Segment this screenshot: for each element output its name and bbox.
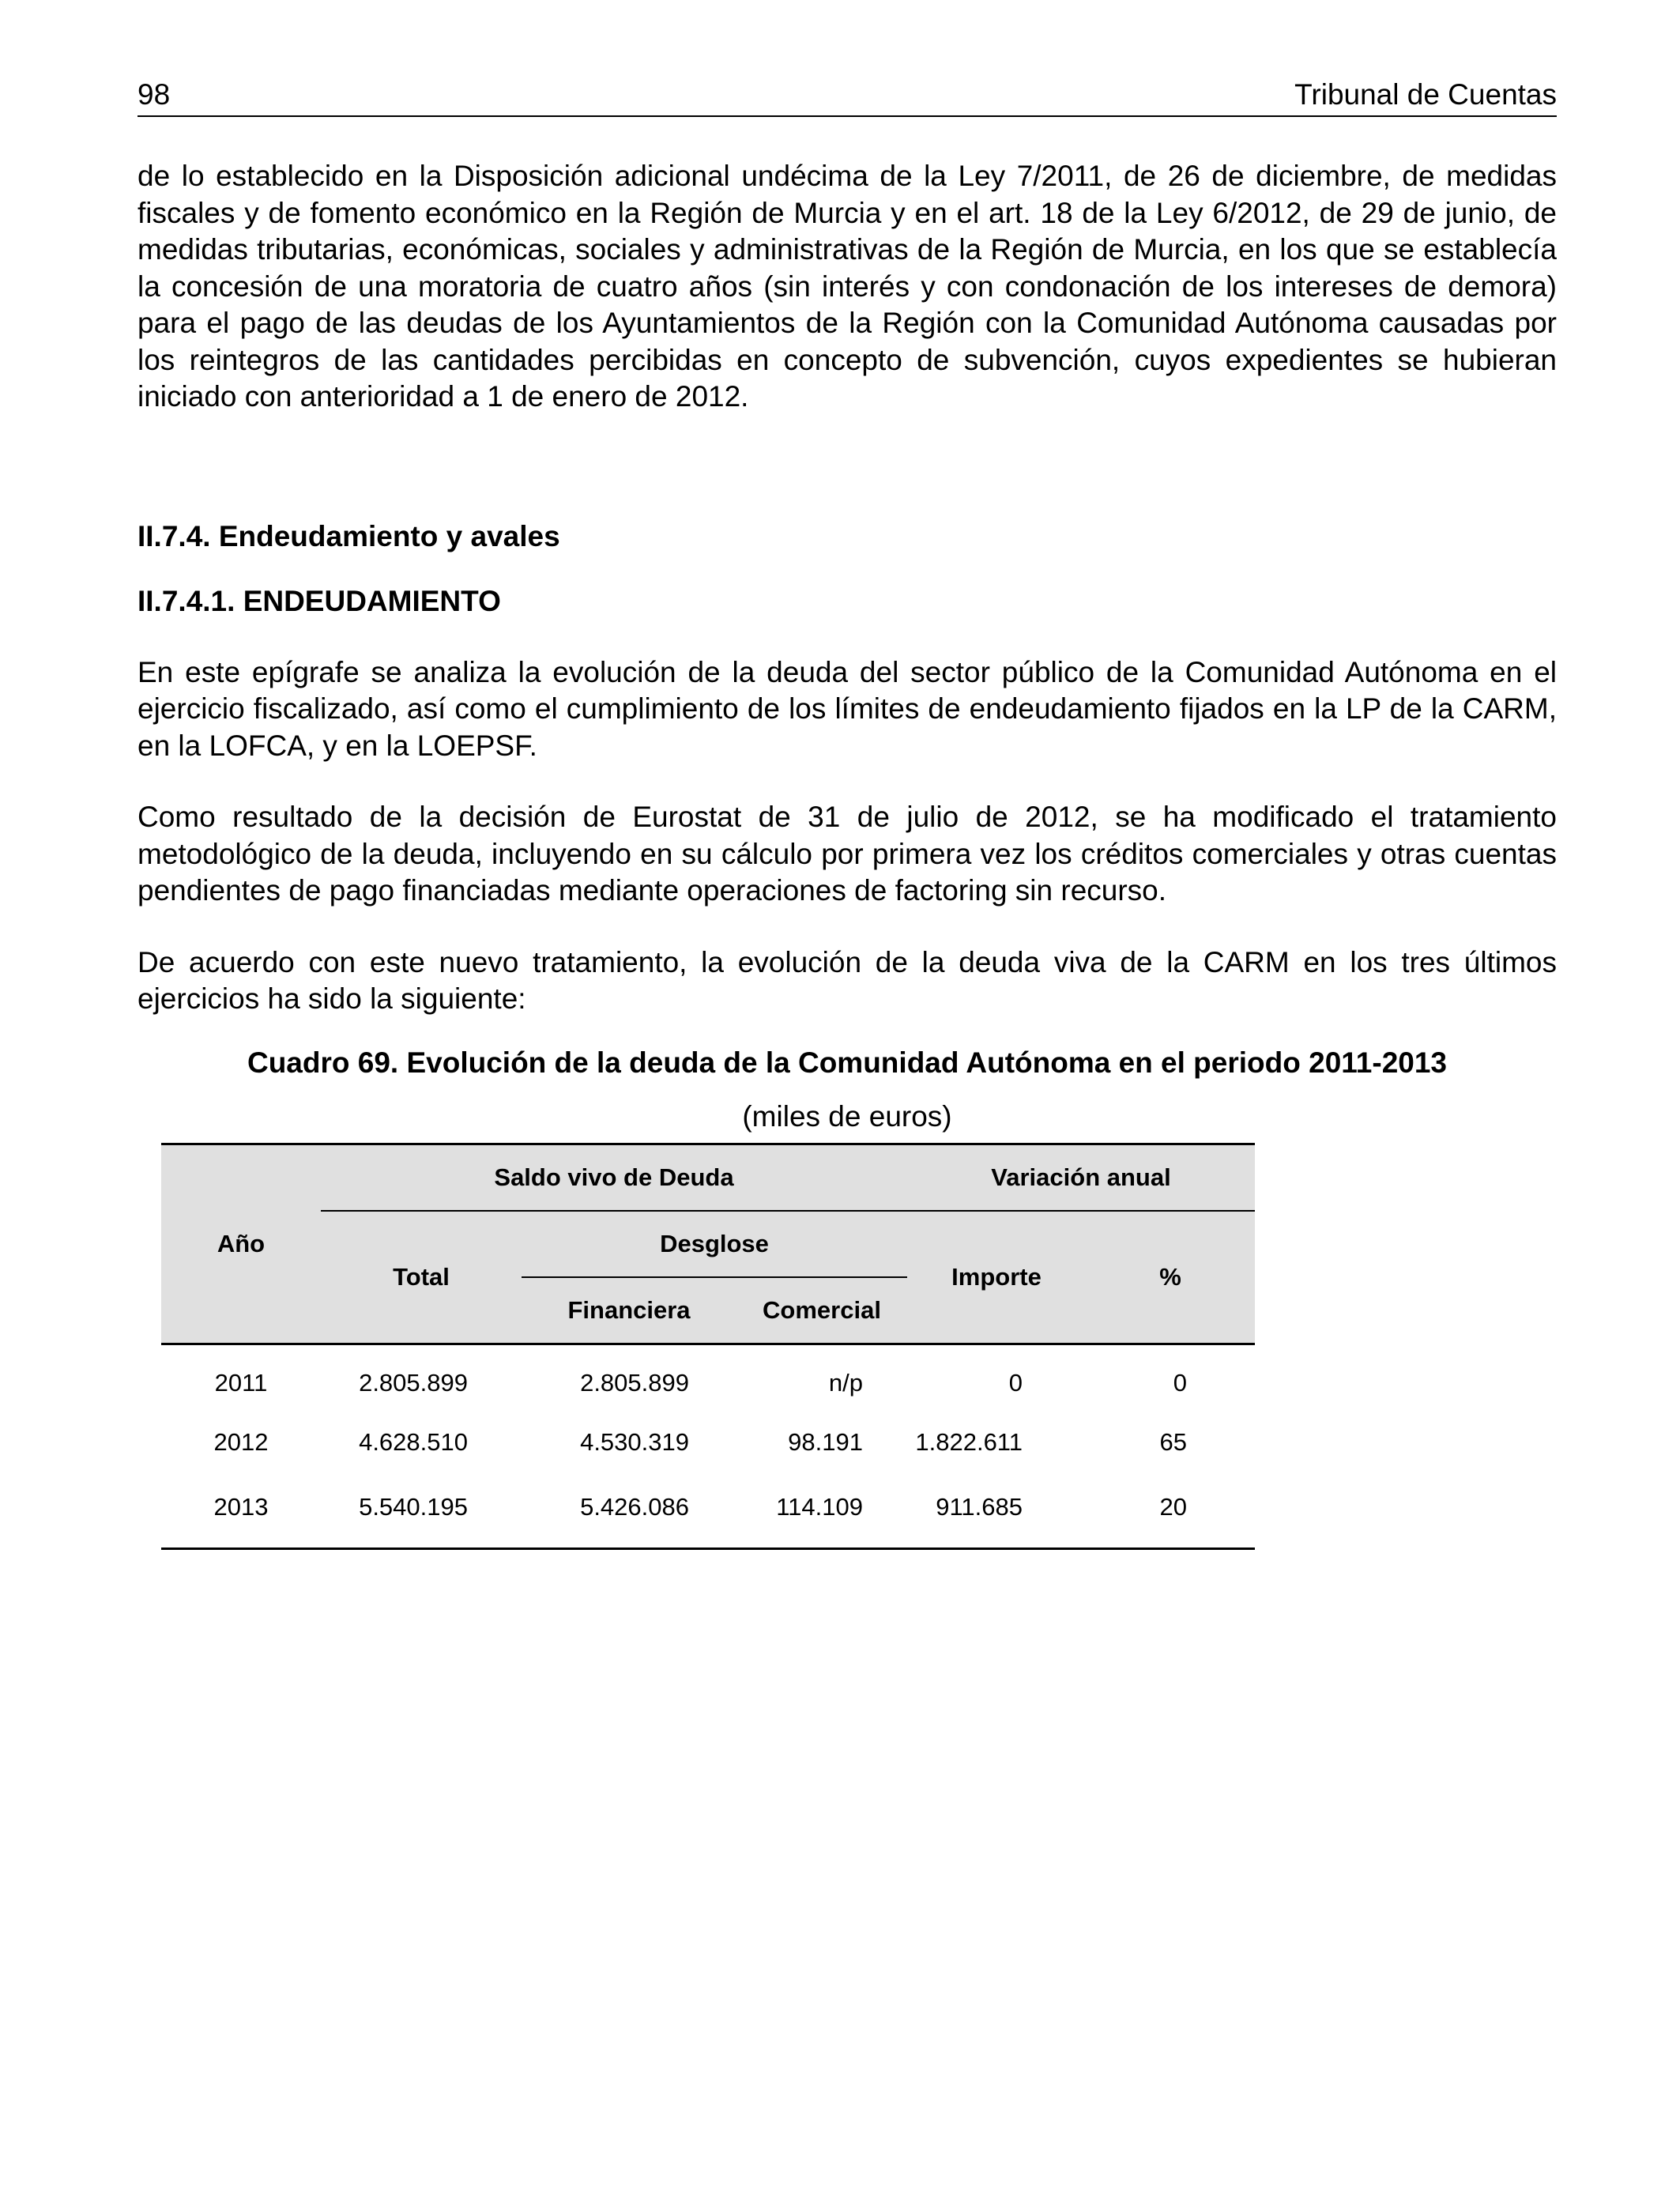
cell-pct: 0 — [1173, 1369, 1187, 1397]
header-year: Año — [161, 1144, 321, 1344]
paragraph-eurostat: Como resultado de la decisión de Eurostat de 31 de julio de 2012, se ha modificado el tratamiento metodológico de la deuda, incluyendo en su cálculo por primera vez los créditos comerciales y otras cuentas pendientes de pago financiadas mediante operaciones de factoring sin recurso. — [137, 801, 1557, 907]
cell-year: 2012 — [213, 1428, 269, 1456]
cell-total: 4.628.510 — [359, 1428, 468, 1456]
table-title: Cuadro 69. Evolución de la deuda de la Comunidad Autónoma en el periodo 2011-2013 — [247, 1046, 1448, 1079]
table-row — [161, 1344, 1255, 1411]
debt-table-container — [161, 1143, 1255, 1550]
header-variacion: Variación anual — [907, 1144, 1255, 1212]
header-saldo-vivo: Saldo vivo de Deuda — [321, 1144, 907, 1212]
cell-comercial: 98.191 — [788, 1428, 863, 1456]
document-page — [137, 76, 1557, 1135]
page-header — [137, 76, 1557, 117]
table-row — [161, 1475, 1255, 1549]
header-pct: % — [1086, 1211, 1255, 1344]
cell-pct: 20 — [1086, 1475, 1255, 1549]
cell-importe: 911.685 — [907, 1475, 1086, 1549]
paragraph-scope: En este epígrafe se analiza la evolución de la deuda del sector público de la Comunidad Autónoma en el ejercicio fiscalizado, así como el cumplimiento de los límites de endeudamiento fijados en la LP de la CARM, en la LOFCA, y en la LOEPSF. — [137, 655, 1557, 762]
paragraph-evolution: De acuerdo con este nuevo tratamiento, la evolución de la deuda viva de la CARM en los tres últimos ejercicios ha sido la siguiente: — [137, 945, 1557, 1015]
debt-table — [161, 1143, 1255, 1550]
cell-pct: 65 — [1159, 1428, 1187, 1456]
subsection-title: II.7.4.1. ENDEUDAMIENTO — [137, 584, 501, 617]
table-row — [161, 1410, 1255, 1475]
header-total: Total — [321, 1211, 522, 1344]
cell-financiera: 2.805.899 — [580, 1369, 689, 1397]
intro-paragraph: de lo establecido en la Disposición adicional undécima de la Ley 7/2011, de 26 de diciembre, de medidas fiscales y de fomento económico en la Región de Murcia y en el art. 18 de la Ley 6/2012, de 29 de junio, de medidas tributarias, económicas, sociales y administrativas de la Región de Murcia, en los que se establecía la concesión de una moratoria de cuatro años (sin interés y con condonación de los intereses de demora) para el pago de las deudas de los Ayuntamientos de la Región con la Comunidad Autónoma causadas por los reintegros de las cantidades percibidas en concepto de subvención, cuyos expedientes se hubieran iniciado con anterioridad a 1 de enero de 2012. — [137, 160, 1557, 413]
table-unit: (miles de euros) — [742, 1099, 952, 1133]
cell-financiera: 5.426.086 — [522, 1475, 736, 1549]
cell-financiera: 4.530.319 — [580, 1428, 689, 1456]
header-desglose: Desglose — [522, 1211, 907, 1277]
cell-total: 5.540.195 — [321, 1475, 522, 1549]
cell-year: 2011 — [214, 1369, 268, 1397]
publication-name: Tribunal de Cuentas — [1294, 78, 1557, 111]
cell-comercial: 114.109 — [736, 1475, 907, 1549]
header-financiera: Financiera — [522, 1277, 736, 1344]
cell-total: 2.805.899 — [359, 1369, 468, 1397]
cell-year: 2013 — [161, 1475, 321, 1549]
cell-importe: 1.822.611 — [915, 1428, 1023, 1456]
section-title: II.7.4. Endeudamiento y avales — [137, 519, 560, 552]
cell-comercial: n/p — [828, 1369, 863, 1397]
page-number: 98 — [137, 78, 171, 111]
cell-importe: 0 — [1008, 1369, 1023, 1397]
header-comercial: Comercial — [736, 1277, 907, 1344]
header-importe: Importe — [907, 1211, 1086, 1344]
